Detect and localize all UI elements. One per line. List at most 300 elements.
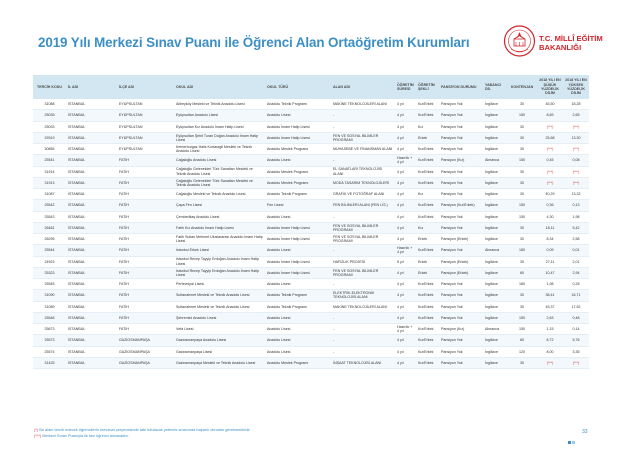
cell-sure: 4 yıl xyxy=(395,121,416,132)
page-title: 2019 Yılı Merkezi Sınav Puanı ile Öğrenci Alan Ortaöğretim Kurumları xyxy=(38,35,470,50)
cell-yuzdelik: 1,98 xyxy=(537,279,563,290)
cell-kontenjan: 30 xyxy=(507,256,537,267)
table-row xyxy=(33,177,589,188)
cell-ilce: FATİH xyxy=(117,312,174,323)
cell-dil: İngilizce xyxy=(483,234,507,245)
cell-ilce: FATİH xyxy=(117,211,174,222)
cell-il: İSTANBUL xyxy=(66,324,117,335)
cell-tur: Anadolu Lisesi xyxy=(265,110,331,121)
table-row xyxy=(33,132,589,143)
cell-pansiyon: Pansiyon Yok xyxy=(439,279,483,290)
cell-dil: Almanca xyxy=(483,245,507,256)
cell-alan: - xyxy=(331,279,395,290)
col-header-yuksek: 2018 YILI EN YÜKSEK YÜZDELİK DİLİM xyxy=(563,75,589,99)
cell-yuksek: (***) xyxy=(563,177,589,188)
cell-yuzdelik: 2,63 xyxy=(537,312,563,323)
cell-il: İSTANBUL xyxy=(66,110,117,121)
cell-dil: İngilizce xyxy=(483,99,507,110)
cell-tur: Anadolu İmam Hatip Lisesi xyxy=(265,267,331,278)
cell-ilce: FATİH xyxy=(117,256,174,267)
cell-il: İSTANBUL xyxy=(66,132,117,143)
cell-il: İSTANBUL xyxy=(66,357,117,368)
cell-okul: Sultanahmet Mesleki ve Teknik Anadolu Lisesi xyxy=(174,301,265,312)
cell-tur: Anadolu İmam Hatip Lisesi xyxy=(265,256,331,267)
cell-yuzdelik: 4,30 xyxy=(537,211,563,222)
cell-sure: 4 yıl xyxy=(395,132,416,143)
cell-pansiyon: Pansiyon Yok xyxy=(439,290,483,301)
cell-alan: GRAFİK VE FOTOĞRAF ALANI xyxy=(331,189,395,200)
cell-sekil: Kız/Erkek xyxy=(416,301,439,312)
cell-sekil: Kız/Erkek xyxy=(416,99,439,110)
cell-kod: 25673 xyxy=(33,324,66,335)
cell-tur: Anadolu Teknik Programı xyxy=(265,290,331,301)
cell-ilce: FATİH xyxy=(117,290,174,301)
cell-ilce: FATİH xyxy=(117,189,174,200)
cell-ilce: EYÜPSULTAN xyxy=(117,121,174,132)
cell-tur: Anadolu Teknik Programı xyxy=(265,99,331,110)
cell-pansiyon: Pansiyon Yok xyxy=(439,99,483,110)
cell-yuzdelik: (***) xyxy=(537,144,563,155)
cell-yuzdelik: 8,72 xyxy=(537,335,563,346)
cell-il: İSTANBUL xyxy=(66,200,117,211)
cell-tur: Anadolu Lisesi xyxy=(265,245,331,256)
cell-kontenjan: 60 xyxy=(507,335,537,346)
cell-kod: 25542 xyxy=(33,200,66,211)
cell-dil: İngilizce xyxy=(483,200,507,211)
cell-ilce: EYÜPSULTAN xyxy=(117,144,174,155)
cell-okul: Fatih Kız Anadolu İmam Hatip Lisesi xyxy=(174,222,265,233)
cell-sure: 4 yıl xyxy=(395,177,416,188)
cell-kod: 31087 xyxy=(33,189,66,200)
cell-tur: Anadolu Lisesi xyxy=(265,155,331,166)
cell-il: İSTANBUL xyxy=(66,189,117,200)
cell-kod: 25544 xyxy=(33,245,66,256)
cell-pansiyon: Pansiyon Yok xyxy=(439,110,483,121)
cell-kontenjan: 30 xyxy=(507,290,537,301)
cell-alan: FEN VE SOSYAL BİLİMLER PROGRAMI xyxy=(331,222,395,233)
table-header-row xyxy=(33,75,589,99)
cell-sure: 4 yıl xyxy=(395,189,416,200)
cell-ilce: EYÜPSULTAN xyxy=(117,110,174,121)
cell-il: İSTANBUL xyxy=(66,155,117,166)
cell-dil: İngilizce xyxy=(483,290,507,301)
cell-okul: Şehremini Anadolu Lisesi xyxy=(174,312,265,323)
cell-dil: İngilizce xyxy=(483,279,507,290)
cell-pansiyon: Pansiyon (Erkek) xyxy=(439,256,483,267)
table-row xyxy=(33,324,589,335)
cell-yuksek: 0,48 xyxy=(563,312,589,323)
cell-yuksek: 2,65 xyxy=(563,110,589,121)
col-header-yuzdelik: 2018 YILI EN DÜŞÜK YÜZDELİK DİLİM xyxy=(537,75,563,99)
cell-ilce: FATİH xyxy=(117,200,174,211)
cell-yuksek: 2,58 xyxy=(563,234,589,245)
cell-sure: 4 yıl xyxy=(395,301,416,312)
cell-ilce: GAZİOSMANPAŞA xyxy=(117,357,174,368)
cell-kod: 31088 xyxy=(33,99,66,110)
cell-alan: - xyxy=(331,324,395,335)
table-row xyxy=(33,335,589,346)
cell-dil: İngilizce xyxy=(483,121,507,132)
cell-kontenjan: 30 xyxy=(507,357,537,368)
cell-sekil: Kız/Erkek xyxy=(416,346,439,357)
table-row xyxy=(33,234,589,245)
col-header-dil: YABANCI DİL xyxy=(483,75,507,99)
cell-sekil: Kız/Erkek xyxy=(416,335,439,346)
cell-kod: 24923 xyxy=(33,256,66,267)
cell-ilce: FATİH xyxy=(117,177,174,188)
table-row xyxy=(33,110,589,121)
footnote-mark: (***) xyxy=(34,433,42,439)
cell-yuzdelik: 18,11 xyxy=(537,222,563,233)
cell-sekil: Erkek xyxy=(416,234,439,245)
cell-alan: MAKİNE TEKNOLOJİLERİ ALANI xyxy=(331,99,395,110)
cell-tur: Anadolu İmam Hatip Lisesi xyxy=(265,234,331,245)
cell-dil: Almanca xyxy=(483,324,507,335)
cell-tur: Anadolu İmam Hatip Lisesi xyxy=(265,132,331,143)
cell-sekil: Erkek xyxy=(416,256,439,267)
table-row xyxy=(33,211,589,222)
cell-tur: Anadolu Lisesi xyxy=(265,346,331,357)
cell-yuksek: 1,98 xyxy=(563,211,589,222)
cell-sekil: Kız/Erkek xyxy=(416,155,439,166)
cell-sure: 4 yıl xyxy=(395,267,416,278)
cell-okul: Eyüpsultan Kız Anadolu İmam Hatip Lisesi xyxy=(174,121,265,132)
cell-yuzdelik: 0,09 xyxy=(537,245,563,256)
table-body xyxy=(33,99,589,369)
cell-il: İSTANBUL xyxy=(66,99,117,110)
cell-okul: Pertevniyal Lisesi xyxy=(174,279,265,290)
cell-yuzdelik: 0,45 xyxy=(537,155,563,166)
cell-yuksek: 0,08 xyxy=(563,155,589,166)
cell-yuksek: 5,76 xyxy=(563,335,589,346)
cell-tur: Anadolu Meslek Programı xyxy=(265,357,331,368)
footnote-text: Bu alanı tercih edecek öğrencilerin mevzuat çerçevesinde tabi tutulacak yetenek sınavında başarılı olmaları gerekmektedir. xyxy=(39,427,251,432)
cell-yuksek: 0,01 xyxy=(563,245,589,256)
cell-sure: 4 yıl xyxy=(395,234,416,245)
cell-sekil: Kız/Erkek xyxy=(416,177,439,188)
cell-yuksek: 13,30 xyxy=(563,132,589,143)
col-header-kod: TERCİH KODU xyxy=(33,75,66,99)
col-header-alan: ALAN ADI xyxy=(331,75,395,99)
cell-il: İSTANBUL xyxy=(66,256,117,267)
cell-kontenjan: 120 xyxy=(507,346,537,357)
cell-dil: İngilizce xyxy=(483,132,507,143)
cell-ilce: GAZİOSMANPAŞA xyxy=(117,335,174,346)
cell-kontenjan: 150 xyxy=(507,312,537,323)
cell-kod: 31914 xyxy=(33,166,66,177)
footnote-2 xyxy=(34,433,251,439)
cell-dil: İngilizce xyxy=(483,267,507,278)
cell-yuzdelik: 8,34 xyxy=(537,234,563,245)
cell-okul: Cağaloğlu Gelenekleri Türk Sanatları Mesleki ve Teknik Anadolu Lisesi xyxy=(174,177,265,188)
cell-dil: İngilizce xyxy=(483,312,507,323)
cell-sure: 4 yıl xyxy=(395,312,416,323)
cell-kod: 25033 xyxy=(33,121,66,132)
cell-sure: 4 yıl xyxy=(395,99,416,110)
cell-okul: Sultanahmet Mesleki ve Teknik Anadolu Lisesi xyxy=(174,290,265,301)
cell-kod: 26461 xyxy=(33,222,66,233)
cell-sekil: Kız/Erkek xyxy=(416,290,439,301)
cell-pansiyon: Pansiyon (Erkek) xyxy=(439,267,483,278)
cell-ilce: FATİH xyxy=(117,324,174,335)
cell-alan: - xyxy=(331,110,395,121)
cell-sekil: Kız/Erkek xyxy=(416,312,439,323)
cell-kod: 25545 xyxy=(33,279,66,290)
cell-dil: İngilizce xyxy=(483,335,507,346)
cell-okul: İstanbul Recep Tayyip Erdoğan Anadolu İmam Hatip Lisesi xyxy=(174,256,265,267)
cell-alan: MAKİNE TEKNOLOJİLERİ ALANI xyxy=(331,301,395,312)
cell-pansiyon: Pansiyon Yok xyxy=(439,166,483,177)
cell-il: İSTANBUL xyxy=(66,267,117,278)
cell-okul: Eyüpsultan Anadolu Lisesi xyxy=(174,110,265,121)
cell-yuzdelik: 45,50 xyxy=(537,99,563,110)
cell-pansiyon: Pansiyon Yok xyxy=(439,144,483,155)
cell-alan: - xyxy=(331,346,395,357)
cell-pansiyon: Pansiyon Yok xyxy=(439,346,483,357)
col-header-ilce: İLÇE ADI xyxy=(117,75,174,99)
table-row xyxy=(33,99,589,110)
cell-il: İSTANBUL xyxy=(66,335,117,346)
cell-sure: 4 yıl xyxy=(395,357,416,368)
cell-tur: Anadolu Meslek Programı xyxy=(265,166,331,177)
cell-alan: ELEKTRİK-ELEKTRONİK TEKNOLOJİSİ ALANI xyxy=(331,290,395,301)
col-header-kontenjan: KONTENJAN xyxy=(507,75,537,99)
table-row xyxy=(33,346,589,357)
cell-kontenjan: 30 xyxy=(507,189,537,200)
cell-ilce: FATİH xyxy=(117,222,174,233)
cell-kontenjan: 30 xyxy=(507,177,537,188)
cell-yuksek: 17,52 xyxy=(563,301,589,312)
cell-pansiyon: Pansiyon Yok xyxy=(439,357,483,368)
table-row xyxy=(33,267,589,278)
cell-sekil: Erkek xyxy=(416,267,439,278)
cell-sure: 4 yıl xyxy=(395,166,416,177)
cell-kontenjan: 180 xyxy=(507,245,537,256)
cell-pansiyon: Pansiyon Yok xyxy=(439,301,483,312)
cell-kod: 25543 xyxy=(33,211,66,222)
cell-dil: İngilizce xyxy=(483,211,507,222)
cell-kod: 30855 xyxy=(33,144,66,155)
cell-tur: Anadolu Teknik Programı xyxy=(265,301,331,312)
cell-okul: Gaziosmanpaşa Anadolu Lisesi xyxy=(174,335,265,346)
cell-ilce: FATİH xyxy=(117,166,174,177)
cell-sure: 4 yıl xyxy=(395,144,416,155)
cell-ilce: GAZİOSMANPAŞA xyxy=(117,346,174,357)
cell-dil: İngilizce xyxy=(483,177,507,188)
table-row xyxy=(33,301,589,312)
cell-tur: Fen Lisesi xyxy=(265,200,331,211)
table-row xyxy=(33,166,589,177)
footnote-mark: (*) xyxy=(34,427,39,432)
page-number: 33 xyxy=(582,429,588,435)
cell-kod: 25323 xyxy=(33,267,66,278)
cell-kod: 25541 xyxy=(33,155,66,166)
cell-yuksek: (***) xyxy=(563,144,589,155)
cell-yuksek: 13,32 xyxy=(563,189,589,200)
cell-alan: FEN VE SOSYAL BİLİMLER PROGRAMI xyxy=(331,132,395,143)
cell-kod: 25035 xyxy=(33,110,66,121)
cell-kontenjan: 60 xyxy=(507,267,537,278)
cell-kod: 31090 xyxy=(33,290,66,301)
cell-dil: İngilizce xyxy=(483,189,507,200)
col-header-tur: OKUL TÜRÜ xyxy=(265,75,331,99)
cell-dil: İngilizce xyxy=(483,222,507,233)
cell-alan: EL SANATLARI TEKNOLOJİSİ ALANI xyxy=(331,166,395,177)
cell-ilce: FATİH xyxy=(117,279,174,290)
cell-yuzdelik: 1,15 xyxy=(537,324,563,335)
cell-ilce: FATİH xyxy=(117,155,174,166)
footnote-text: Merkezi Sınav Puanıyla ilk kez öğrenci alınacaktır. xyxy=(42,433,129,439)
cell-sekil: Erkek xyxy=(416,132,439,143)
cell-yuksek: 2,94 xyxy=(563,267,589,278)
table-row xyxy=(33,155,589,166)
cell-pansiyon: Pansiyon Yok xyxy=(439,312,483,323)
cell-okul: Vefa Lisesi xyxy=(174,324,265,335)
cell-ilce: FATİH xyxy=(117,234,174,245)
cell-dil: İngilizce xyxy=(483,110,507,121)
cell-sure: 4 yıl xyxy=(395,346,416,357)
cell-kontenjan: 150 xyxy=(507,324,537,335)
cell-yuzdelik: (***) xyxy=(537,177,563,188)
cell-il: İSTANBUL xyxy=(66,312,117,323)
cell-alan: FEN VE SOSYAL BİLİMLER PROGRAMI xyxy=(331,267,395,278)
cell-alan: - xyxy=(331,121,395,132)
cell-alan: HAFIZLIK PROJESİ xyxy=(331,256,395,267)
cell-yuksek: 3,35 xyxy=(563,346,589,357)
cell-il: İSTANBUL xyxy=(66,211,117,222)
cell-pansiyon: Pansiyon Yok xyxy=(439,222,483,233)
cell-il: İSTANBUL xyxy=(66,245,117,256)
cell-okul: Gaziosmanpaşa Mesleki ve Teknik Anadolu Lisesi xyxy=(174,357,265,368)
cell-pansiyon: Pansiyon Yok xyxy=(439,335,483,346)
cell-il: İSTANBUL xyxy=(66,301,117,312)
cell-kontenjan: 30 xyxy=(507,144,537,155)
cell-kontenjan: 30 xyxy=(507,301,537,312)
cell-sure: 4 yıl xyxy=(395,200,416,211)
cell-yuksek: 0,13 xyxy=(563,200,589,211)
cell-tur: Anadolu Lisesi xyxy=(265,312,331,323)
cell-yuksek: (***) xyxy=(563,357,589,368)
cell-yuzdelik: (***) xyxy=(537,166,563,177)
cell-yuksek: 2,01 xyxy=(563,256,589,267)
cell-sekil: Kız xyxy=(416,121,439,132)
table-row xyxy=(33,256,589,267)
cell-alan: İNŞAAT TEKNOLOJİSİ ALANI xyxy=(331,357,395,368)
col-header-il: İL ADI xyxy=(66,75,117,99)
cell-ilce: EYÜPSULTAN xyxy=(117,132,174,143)
page-dots-icon xyxy=(568,431,576,449)
cell-yuksek: 5,42 xyxy=(563,222,589,233)
cell-yuksek: 18,28 xyxy=(563,99,589,110)
cell-kontenjan: 150 xyxy=(507,110,537,121)
cell-il: İSTANBUL xyxy=(66,279,117,290)
cell-pansiyon: Pansiyon (Erkek) xyxy=(439,234,483,245)
cell-il: İSTANBUL xyxy=(66,234,117,245)
table-row xyxy=(33,200,589,211)
cell-tur: Anadolu Lisesi xyxy=(265,335,331,346)
cell-okul: Cağaloğlu Anadolu Lisesi xyxy=(174,155,265,166)
cell-dil: İngilizce xyxy=(483,357,507,368)
cell-okul: Eyüpsultan Şehit Turan Doğan Anadolu İmam Hatip Lisesi xyxy=(174,132,265,143)
cell-alan: - xyxy=(331,335,395,346)
cell-tur: Anadolu Lisesi xyxy=(265,279,331,290)
footnotes xyxy=(34,427,251,440)
cell-alan: FEN BİLİMLERİ ALANI (FEN LİS.) xyxy=(331,200,395,211)
cell-kod: 29319 xyxy=(33,132,66,143)
cell-yuzdelik: 25,68 xyxy=(537,132,563,143)
table-row xyxy=(33,279,589,290)
cell-sekil: Kız/Erkek xyxy=(416,245,439,256)
cell-yuzdelik: 27,11 xyxy=(537,256,563,267)
col-header-pansiyon: PANSİYON DURUMU xyxy=(439,75,483,99)
cell-sure: 5 yıl xyxy=(395,256,416,267)
cell-yuzdelik: (***) xyxy=(537,121,563,132)
cell-alan: - xyxy=(331,312,395,323)
cell-sekil: Kız xyxy=(416,189,439,200)
cell-pansiyon: Pansiyon Yok xyxy=(439,189,483,200)
cell-kod: 26295 xyxy=(33,234,66,245)
cell-okul: Çemberlitaş Anadolu Lisesi xyxy=(174,211,265,222)
cell-kontenjan: 30 xyxy=(507,121,537,132)
cell-sekil: Kız/Erkek xyxy=(416,211,439,222)
cell-pansiyon: Pansiyon Yok xyxy=(439,132,483,143)
table-row xyxy=(33,312,589,323)
cell-tur: Anadolu Meslek Programı xyxy=(265,177,331,188)
cell-yuksek: 0,14 xyxy=(563,324,589,335)
cell-pansiyon: Pansiyon (Kız) xyxy=(439,324,483,335)
cell-kod: 25574 xyxy=(33,346,66,357)
cell-il: İSTANBUL xyxy=(66,121,117,132)
cell-sure: 4 yıl xyxy=(395,110,416,121)
cell-ilce: FATİH xyxy=(117,267,174,278)
cell-okul: Cağaloğlu Gelenekleri Türk Sanatları Mesleki ve Teknik Anadolu Lisesi xyxy=(174,166,265,177)
cell-tur: Anadolu Lisesi xyxy=(265,324,331,335)
cell-alan: - xyxy=(331,245,395,256)
ministry-name: T.C. MİLLÎ EĞİTİM BAKANLIĞI xyxy=(539,34,603,52)
cell-yuksek: 16,71 xyxy=(563,290,589,301)
cell-tur: Anadolu Meslek Programı xyxy=(265,144,331,155)
cell-ilce: FATİH xyxy=(117,301,174,312)
cell-okul: Fatih Sultan Mehmet Uluslararası Anadolu İmam Hatip Lisesi xyxy=(174,234,265,245)
cell-sure: Hazırlık + 4 yıl xyxy=(395,245,416,256)
cell-yuzdelik: 38,41 xyxy=(537,290,563,301)
cell-yuzdelik: 0,36 xyxy=(537,200,563,211)
cell-okul: Kemerburgaz Halis Kurtaragil Mesleki ve Teknik Anadolu Lisesi xyxy=(174,144,265,155)
cell-pansiyon: Pansiyon Yok xyxy=(439,245,483,256)
cell-sure: 4 yıl xyxy=(395,335,416,346)
cell-alan: MODA TASARIM TEKNOLOJİLERİ xyxy=(331,177,395,188)
cell-il: İSTANBUL xyxy=(66,144,117,155)
cell-pansiyon: Pansiyon Yok xyxy=(439,211,483,222)
cell-dil: İngilizce xyxy=(483,346,507,357)
cell-kontenjan: 180 xyxy=(507,279,537,290)
cell-kontenjan: 150 xyxy=(507,155,537,166)
cell-alan: - xyxy=(331,211,395,222)
cell-ilce: FATİH xyxy=(117,245,174,256)
cell-dil: İngilizce xyxy=(483,256,507,267)
cell-yuzdelik: 8,00 xyxy=(537,346,563,357)
cell-dil: İngilizce xyxy=(483,166,507,177)
cell-yuksek: 0,28 xyxy=(563,279,589,290)
ministry-logo xyxy=(503,23,603,63)
cell-yuzdelik: 40,29 xyxy=(537,189,563,200)
table-row xyxy=(33,357,589,368)
cell-sure: 4 yıl xyxy=(395,279,416,290)
cell-il: İSTANBUL xyxy=(66,222,117,233)
cell-kontenjan: 30 xyxy=(507,166,537,177)
cell-okul: İstanbul Recep Tayyip Erdoğan Anadolu İmam Hatip Lisesi xyxy=(174,267,265,278)
cell-yuzdelik: 45,37 xyxy=(537,301,563,312)
